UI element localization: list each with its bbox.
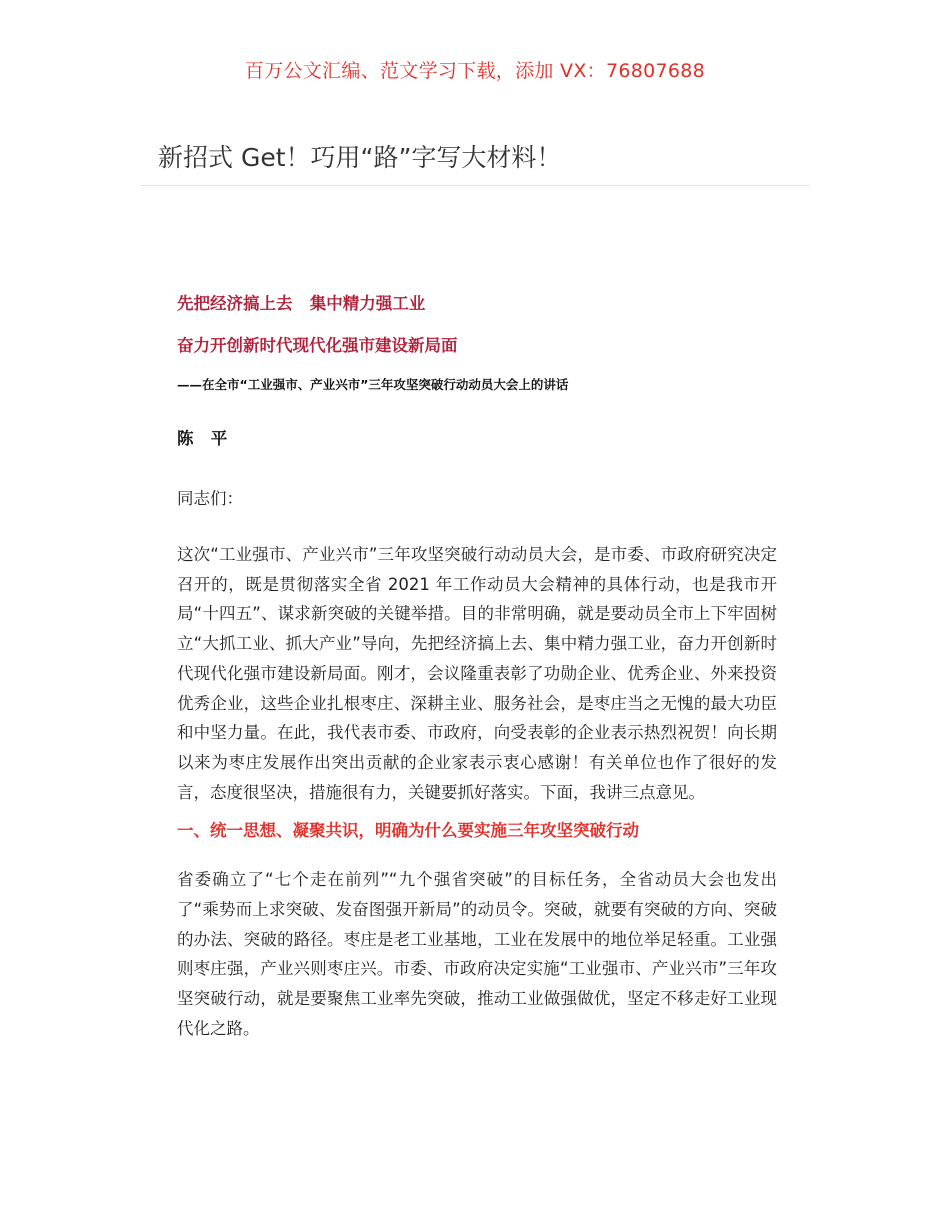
section-1-heading: 一、统一思想、凝聚共识，明确为什么要实施三年攻坚突破行动: [177, 821, 639, 841]
speech-subtitle: ——在全市“工业强市、产业兴市”三年攻坚突破行动动员大会上的讲话: [177, 377, 569, 392]
speech-author: 陈 平: [177, 429, 228, 448]
intro-paragraph: 这次“工业强市、产业兴市”三年攻坚突破行动动员大会，是市委、市政府研究决定召开的，既是贯彻落实全省 2021 年工作动员大会精神的具体行动，也是我市开局“十四五”、谋求新突破的关键举措。目的非常明确，就是要动员全市上下牢固树立“大抓工业、抓大产业”导向，先把经济搞上去、集中精力强工业，奋力开创新时代现代化强市建设新局面。刚才，会议隆重表彰了功勋企业、优秀企业、外来投资优秀企业，这些企业扎根枣庄、深耕主业、服务社会，是枣庄当之无愧的最大功臣和中坚力量。在此，我代表市委、市政府，向受表彰的企业表示热烈祝贺！向长期以来为枣庄发展作出突出贡献的企业家表示衷心感谢！有关单位也作了很好的发言，态度很坚决，措施很有力，关键要抓好落实。下面，我讲三点意见。: [177, 545, 777, 802]
speech-title-line-1: 先把经济搞上去 集中精力强工业: [177, 294, 426, 313]
speech-title-line-2: 奋力开创新时代现代化强市建设新局面: [177, 336, 458, 355]
document-body: [177, 290, 777, 1044]
section-1-paragraph: 省委确立了“七个走在前列”“九个强省突破”的目标任务，全省动员大会也发出了“乘势而上求突破、发奋图强开新局”的动员令。突破，就要有突破的方向、突破的办法、突破的路径。枣庄是老工业基地，工业在发展中的地位举足轻重。工业强则枣庄强，产业兴则枣庄兴。市委、市政府决定实施“工业强市、产业兴市”三年攻坚突破行动，就是要聚焦工业率先突破，推动工业做强做优，坚定不移走好工业现代化之路。: [177, 870, 777, 1038]
title-divider: [140, 185, 810, 186]
greeting: 同志们：: [177, 489, 243, 508]
article-title: 新招式 Get！巧用“路”字写大材料！: [158, 143, 562, 172]
promo-banner: 百万公文汇编、范文学习下载，添加 VX：76807688: [244, 60, 706, 82]
